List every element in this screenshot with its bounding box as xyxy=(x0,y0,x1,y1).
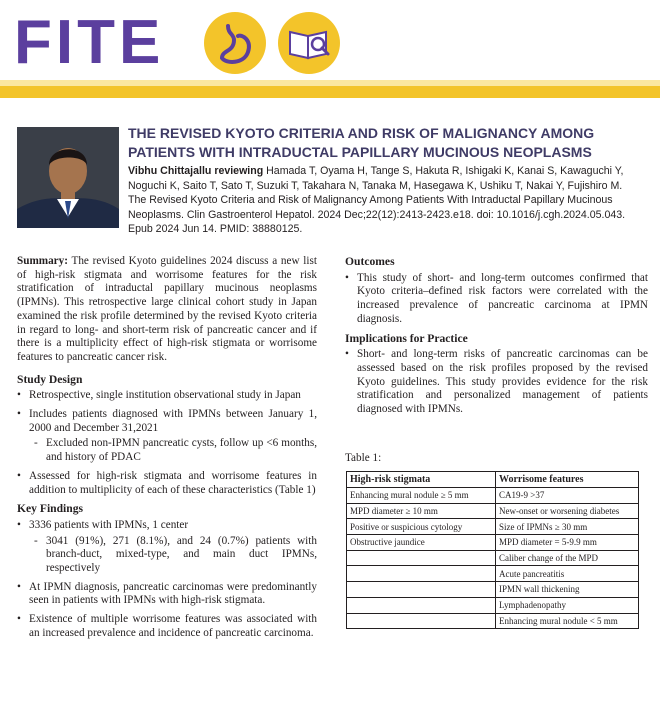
key-findings-heading: Key Findings xyxy=(17,502,84,516)
citation xyxy=(128,164,633,237)
table-row: Positive or suspicious cytology Size of IPMNs ≥ 30 mm xyxy=(347,519,639,535)
header-banner xyxy=(0,0,660,98)
reviewer-photo xyxy=(17,127,119,228)
implications-list xyxy=(345,348,648,417)
table-row: Enhancing mural nodule ≥ 5 mm CA19-9 >37 xyxy=(347,488,639,504)
list-item: • At IPMN diagnosis, pancreatic carcinomas were predominantly seen in patients with IPMNs with high-risk stigmata. xyxy=(17,581,317,608)
list-item: • 3336 patients with IPMNs, 1 center - 3041 (91%), 271 (8.1%), and 24 (0.7%) patients with branch-duct, mixed-type, and main duct IPMNs, respectively xyxy=(17,519,317,576)
table-row: IPMN wall thickening xyxy=(347,582,639,598)
table-row: Lymphadenopathy xyxy=(347,597,639,613)
list-item: • Short- and long-term risks of pancreatic carcinomas can be assessed based on the risk profiles proposed by the revised Kyoto guidelines. This study provides evidence for the risk stratification and personalized management of patients diagnosed with IPMNs. xyxy=(345,348,648,417)
list-item: • Retrospective, single institution observational study in Japan xyxy=(17,389,317,403)
list-item: • Includes patients diagnosed with IPMNs between January 1, 2000 and December 31,2021 - Excluded non-IPMN pancreatic cysts, follow up <6 months, and history of PDAC xyxy=(17,408,317,465)
key-findings-list xyxy=(17,519,317,641)
header-high-risk: High-risk stigmata xyxy=(347,472,496,488)
list-item: • Assessed for high-risk stigmata and worrisome features in addition to multiplicity of each of these characteristics (Table 1) xyxy=(17,470,317,497)
fite-logo: FITE xyxy=(14,8,165,77)
study-design-list xyxy=(17,389,317,497)
table-row: Acute pancreatitis xyxy=(347,566,639,582)
reviewer-name: Vibhu Chittajallu reviewing xyxy=(128,165,264,177)
left-column xyxy=(17,255,317,646)
risk-table xyxy=(346,471,639,629)
right-column xyxy=(345,255,648,422)
list-item: • This study of short- and long-term outcomes confirmed that Kyoto criteria–defined risk factors were correlated with the increased prevalence of pancreatic carcinoma at IPMN diagnosis. xyxy=(345,272,648,327)
table-label: Table 1: xyxy=(345,452,382,464)
book-magnifier-icon xyxy=(278,12,340,74)
sub-list-item: - 3041 (91%), 271 (8.1%), and 24 (0.7%) patients with branch-duct, mixed-type, and main duct IPMNs, respectively xyxy=(29,535,317,576)
article-title: THE REVISED KYOTO CRITERIA AND RISK OF MALIGNANCY AMONG PATIENTS WITH INTRADUCTAL PAPILLARY MUCINOUS NEOPLASMS xyxy=(128,125,595,160)
table-row: Enhancing mural nodule < 5 mm xyxy=(347,613,639,629)
list-item: • Existence of multiple worrisome features was associated with an increased prevalence and incidence of pancreatic carcinoma. xyxy=(17,613,317,640)
summary-label: Summary: xyxy=(17,255,68,267)
table-header-row xyxy=(347,472,639,488)
summary-paragraph xyxy=(17,255,317,365)
citation-text: Hamada T, Oyama H, Tange S, Hakuta R, Ishigaki K, Kanai S, Kawaguchi Y, Noguchi K, Saito T, Sato T, Suzuki T, Takahara N, Tanaka M, Hasegawa K, Ushiku T, Nakai Y, Fujishiro M. The Revised Kyoto Criteria and Risk of Malignancy Among Patients With Intraductal Papillary Mucinous Neoplasms. Clin Gastroenterol Hepatol. 2024 Dec;22(12):2413-2423.e18. doi: 10.1016/j.cgh.2024.05.043. Epub 2024 Jun 14. PMID: 38880125. xyxy=(128,165,626,236)
stomach-icon xyxy=(204,12,266,74)
header-worrisome: Worrisome features xyxy=(496,472,639,488)
implications-heading: Implications for Practice xyxy=(345,331,468,345)
study-design-heading: Study Design xyxy=(17,372,83,386)
outcomes-list xyxy=(345,272,648,327)
table-row: MPD diameter ≥ 10 mm New-onset or worsening diabetes xyxy=(347,503,639,519)
table-row: Obstructive jaundice MPD diameter = 5-9.9 mm xyxy=(347,535,639,551)
summary-text: The revised Kyoto guidelines 2024 discuss a new list of high-risk stigmata and worrisome features for the risk stratification of intraductal papillary mucinous neoplasms (IPMNs). This retrospective large clinical cohort study in Japan examined the risk profile determined by the revised Kyoto criteria in regard to long- and short-term risk of pancreatic cancer and if there is a multiplicity effect of high-risk stigmata or worrisome features to pancreatic cancer risk. xyxy=(17,255,317,363)
table-row: Caliber change of the MPD xyxy=(347,550,639,566)
sub-list-item: - Excluded non-IPMN pancreatic cysts, follow up <6 months, and history of PDAC xyxy=(29,437,317,464)
header-stripe xyxy=(0,86,660,98)
outcomes-heading: Outcomes xyxy=(345,255,395,268)
